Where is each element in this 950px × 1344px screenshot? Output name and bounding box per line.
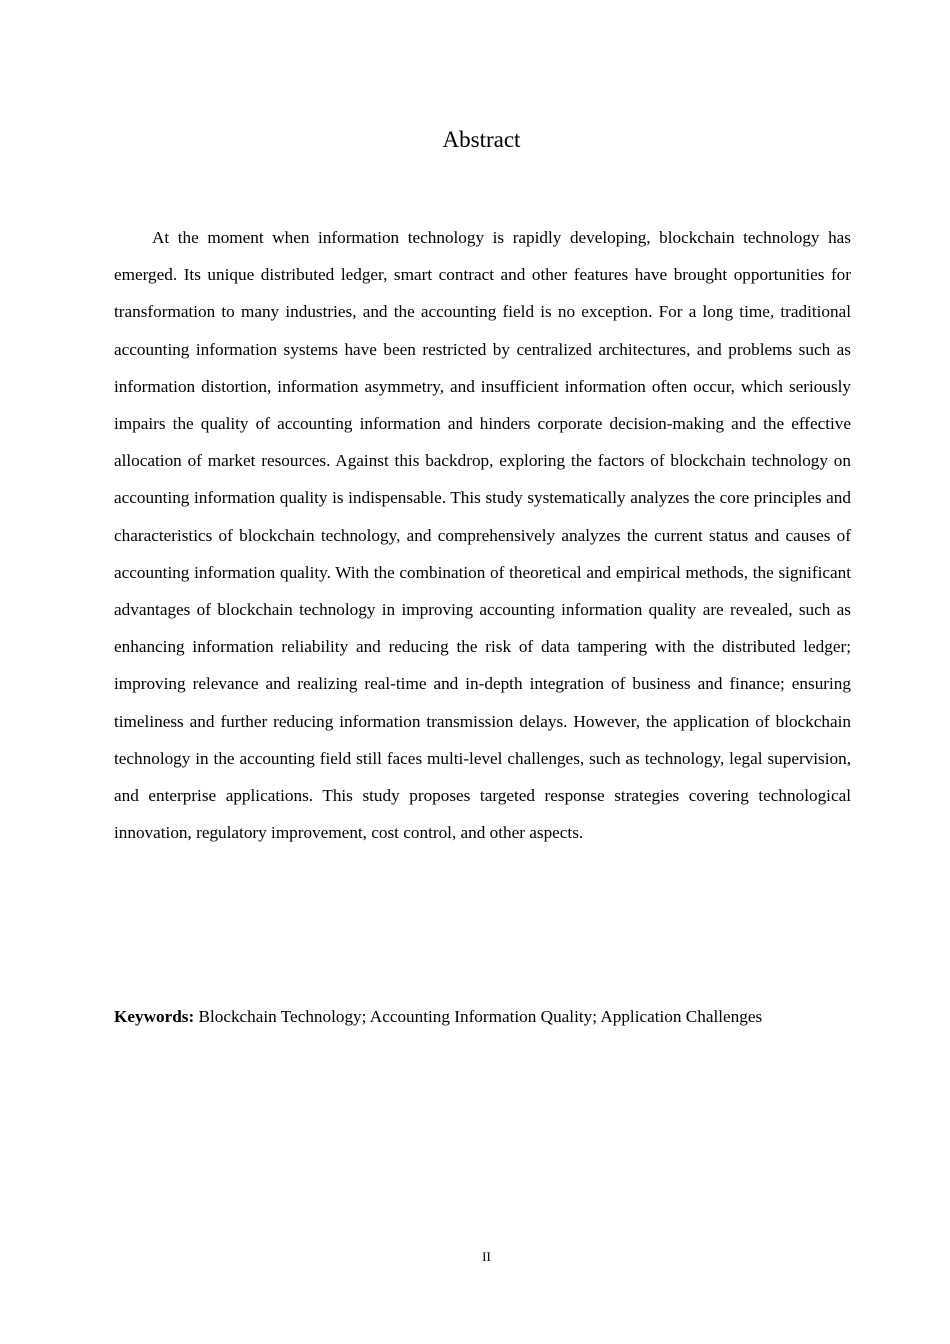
- keywords-line: [114, 1002, 864, 1032]
- abstract-paragraph: At the moment when information technology is rapidly developing, blockchain technology has emerged. Its unique distributed ledger, smart contract and other features have brought opportunities for transformation to many industries, and the accounting field is no exception. For a long time, traditional accounting information systems have been restricted by centralized architectures, and problems such as information distortion, information asymmetry, and insufficient information often occur, which seriously impairs the quality of accounting information and hinders corporate decision-making and the effective allocation of market resources. Against this backdrop, exploring the factors of blockchain technology on accounting information quality is indispensable. This study systematically analyzes the core principles and characteristics of blockchain technology, and comprehensively analyzes the current status and causes of accounting information quality. With the combination of theoretical and empirical methods, the significant advantages of blockchain technology in improving accounting information quality are revealed, such as enhancing information reliability and reducing the risk of data tampering with the distributed ledger; improving relevance and realizing real-time and in-depth integration of business and finance; ensuring timeliness and further reducing information transmission delays. However, the application of blockchain technology in the accounting field still faces multi-level challenges, such as technology, legal supervision, and enterprise applications. This study proposes targeted response strategies covering technological innovation, regulatory improvement, cost control, and other aspects.: [114, 228, 851, 843]
- keywords-label: Keywords:: [114, 1007, 195, 1026]
- keywords-text: Blockchain Technology; Accounting Information Quality; Application Challenges: [198, 1007, 763, 1026]
- page-title: Abstract: [442, 127, 521, 152]
- page-number: II: [482, 1249, 491, 1264]
